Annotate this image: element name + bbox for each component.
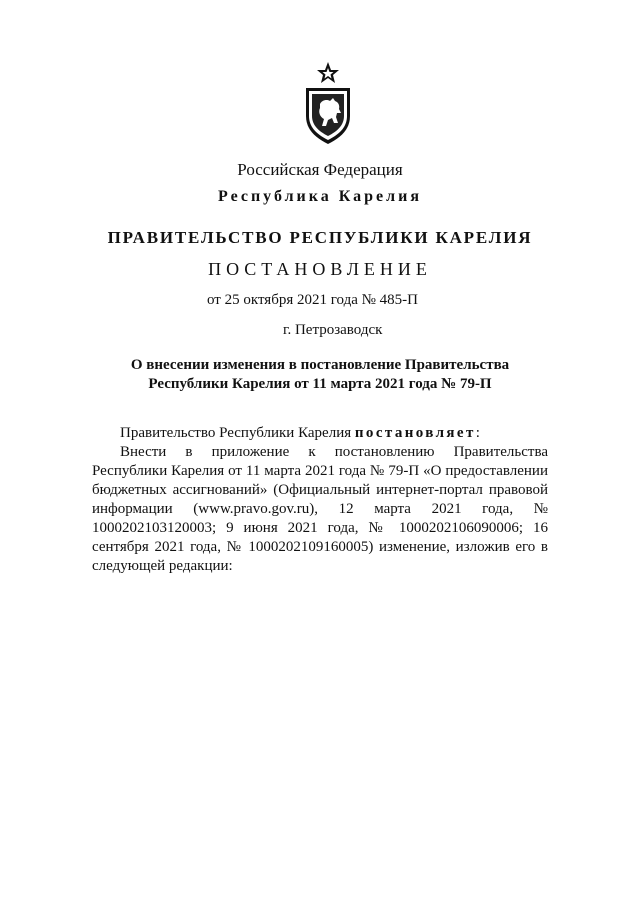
document-body — [92, 424, 548, 591]
intro-prefix: Правительство Республики Карелия — [120, 425, 355, 441]
document-date-number: от 25 октября 2021 года № 485-П — [207, 292, 419, 308]
resolution-paragraph: Внести в приложение к постановлению Правительства Республики Карелия от 11 марта 2021 года № 79-П «О предоставлении бюджетных ассигнований» (Официальный интернет-портал правовой информации (www.pravo.gov.ru), 12 марта 2021 года, № 1000202103120003; 9 июня 2021 года, № 1000202106090006; 16 сентября 2021 года, № 1000202109160005) изменение, изложив его в следующей редакции: — [92, 444, 548, 574]
resolution-intro — [92, 424, 548, 443]
subject-line-2: Республики Карелия от 11 марта 2021 года № 79-П — [148, 376, 492, 392]
country-name: Российская Федерация — [237, 160, 403, 179]
subject-line-1: О внесении изменения в постановление Правительства — [130, 357, 510, 373]
coat-of-arms-icon — [300, 60, 356, 146]
republic-name: Республика Карелия — [218, 188, 422, 205]
intro-suffix: : — [475, 425, 480, 441]
intro-verb: постановляет — [354, 425, 476, 441]
government-title: ПРАВИТЕЛЬСТВО РЕСПУБЛИКИ КАРЕЛИЯ — [107, 228, 533, 247]
document-city: г. Петрозаводск — [283, 322, 383, 338]
document-type: ПОСТАНОВЛЕНИЕ — [208, 259, 432, 279]
